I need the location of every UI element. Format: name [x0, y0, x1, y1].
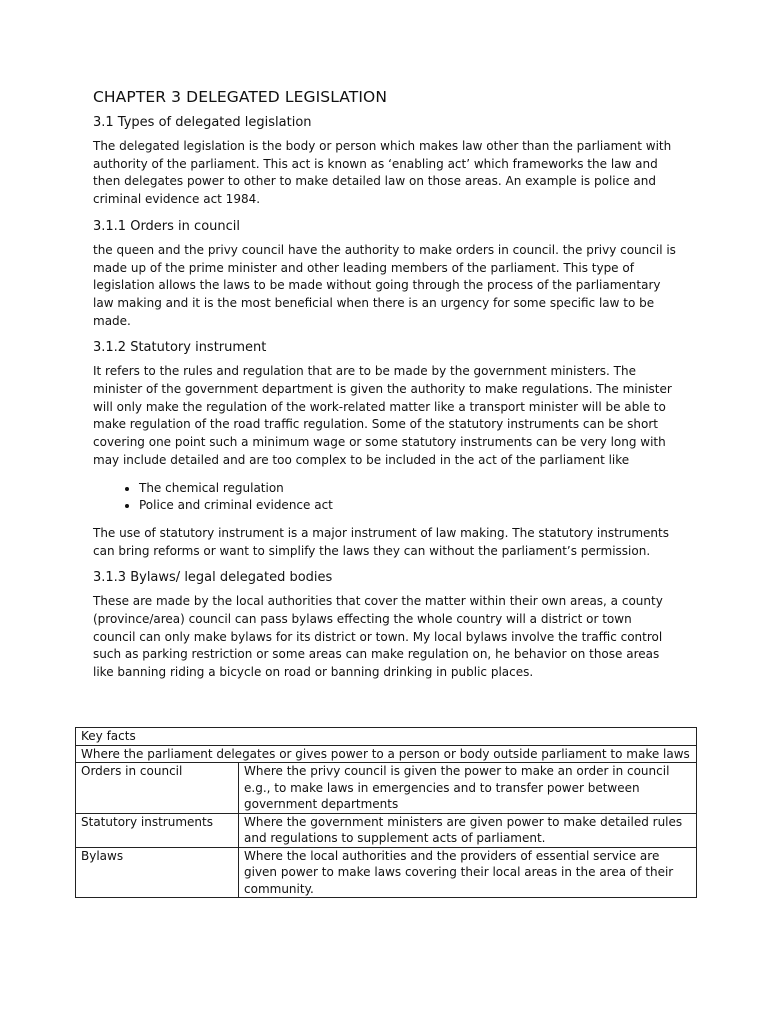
table-row — [76, 813, 697, 847]
table-row — [76, 847, 697, 898]
list-item: • Police and criminal evidence act — [139, 497, 676, 515]
table-row — [76, 745, 697, 763]
key-facts-summary: Where the parliament delegates or gives power to a person or body outside parliament to make laws — [76, 745, 697, 763]
section-heading-3-1-2: 3.1.2 Statutory instrument — [93, 340, 267, 356]
table-cell-label: Statutory instruments — [76, 813, 239, 847]
table-row — [76, 728, 697, 746]
statutory-instrument-examples-list — [93, 480, 676, 515]
section-heading-3-1-3: 3.1.3 Bylaws/ legal delegated bodies — [93, 570, 333, 586]
table-cell-label: Bylaws — [76, 847, 239, 898]
table-cell-text: Where the government ministers are given power to make detailed rules and regulations to supplement acts of parliament. — [239, 813, 697, 847]
table-cell-label: Orders in council — [76, 763, 239, 814]
section-3-1-1-paragraph: the queen and the privy council have the authority to make orders in council. the privy council is made up of the prime minister and other leading members of the parliament. This type of legislation allows the laws to be made without going through the process of the parliamentary law making and it is the most beneficial when there is an urgency for some specific law to be made. — [93, 242, 676, 328]
page-title: CHAPTER 3 DELEGATED LEGISLATION — [93, 88, 388, 106]
section-3-1-2-paragraph-2: The use of statutory instrument is a major instrument of law making. The statutory instruments can bring reforms or want to simplify the laws they can without the parliament’s permission. — [93, 525, 669, 558]
key-facts-header: Key facts — [76, 728, 697, 746]
section-3-1-paragraph: The delegated legislation is the body or person which makes law other than the parliament with authority of the parliament. This act is known as ‘enabling act’ which frameworks the law and then delegates power to other to make detailed law on those areas. An example is police and criminal evidence act 1984. — [93, 139, 672, 207]
list-item: • The chemical regulation — [139, 480, 676, 498]
section-3-1-2-paragraph: It refers to the rules and regulation that are to be made by the government ministers. The minister of the government department is given the authority to make regulations. The minister will only make the regulation of the work-related matter like a transport minister will be able to make regulation of the road traffic regulation. Some of the statutory instruments can be short covering one point such a minimum wage or some statutory instruments can be very long with may include detailed and are too complex to be included in the act of the parliament like — [93, 364, 672, 467]
section-heading-3-1-1: 3.1.1 Orders in council — [93, 218, 240, 234]
section-3-1-3-paragraph: These are made by the local authorities that cover the matter within their own areas, a county (province/area) council can pass bylaws effecting the whole country will a district or town council can only make bylaws for its district or town. My local bylaws involve the traffic control such as parking restriction or some areas can make regulation on, he behavior on those areas like banning riding a bicycle on road or banning drinking in public places. — [93, 594, 663, 680]
section-heading-3-1: 3.1 Types of delegated legislation — [93, 115, 312, 130]
table-row — [76, 763, 697, 814]
key-facts-table — [75, 727, 697, 898]
table-cell-text: Where the local authorities and the providers of essential service are given power to make laws covering their local areas in the area of their community. — [239, 847, 697, 898]
table-cell-text: Where the privy council is given the power to make an order in council e.g., to make laws in emergencies and to transfer power between government departments — [239, 763, 697, 814]
